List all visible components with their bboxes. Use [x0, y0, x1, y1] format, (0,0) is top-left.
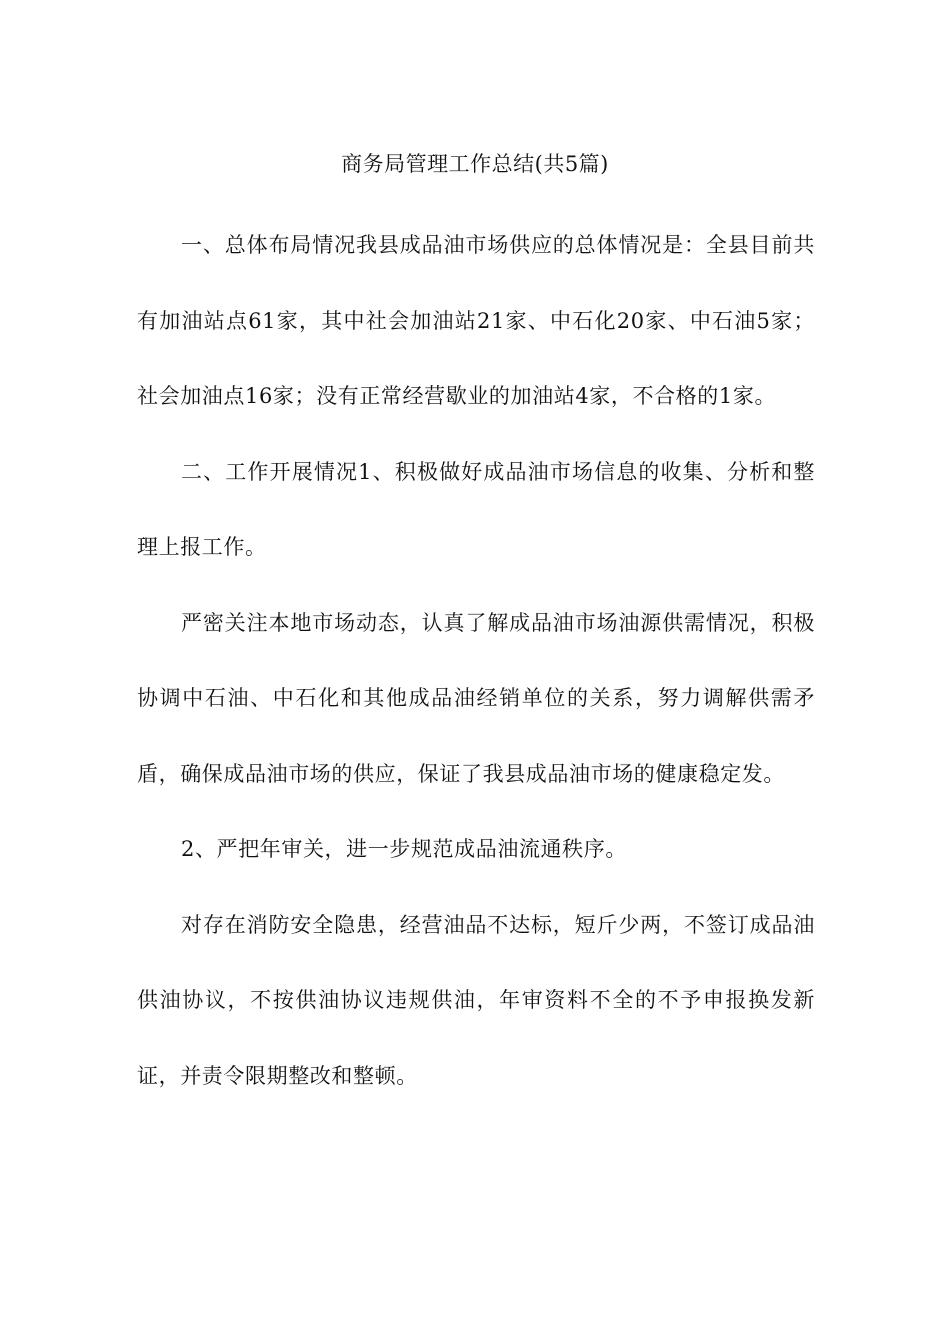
paragraph-overall-layout: 一、总体布局情况我县成品油市场供应的总体情况是：全县目前共有加油站点61家，其中社会加油站21家、中石化20家、中石油5家；社会加油点16家；没有正常经营歇业的加油站4家，不合格的1家。	[137, 233, 815, 408]
paragraph-work-progress: 二、工作开展情况1、积极做好成品油市场信息的收集、分析和整理上报工作。	[137, 459, 815, 559]
paragraph-annual-review: 2、严把年审关，进一步规范成品油流通秩序。	[181, 837, 627, 861]
document-title: 商务局管理工作总结(共5篇)	[341, 152, 609, 176]
document-body	[137, 208, 815, 1114]
paragraph-rectification: 对存在消防安全隐患，经营油品不达标，短斤少两，不签订成品油供油协议，不按供油协议违规供油，年审资料不全的不予申报换发新证，并责令限期整改和整顿。	[137, 912, 815, 1088]
paragraph-market-monitoring: 严密关注本地市场动态，认真了解成品油市场油源供需情况，积极协调中石油、中石化和其他成品油经销单位的关系，努力调解供需矛盾，确保成品油市场的供应，保证了我县成品油市场的健康稳定发。	[137, 610, 815, 786]
